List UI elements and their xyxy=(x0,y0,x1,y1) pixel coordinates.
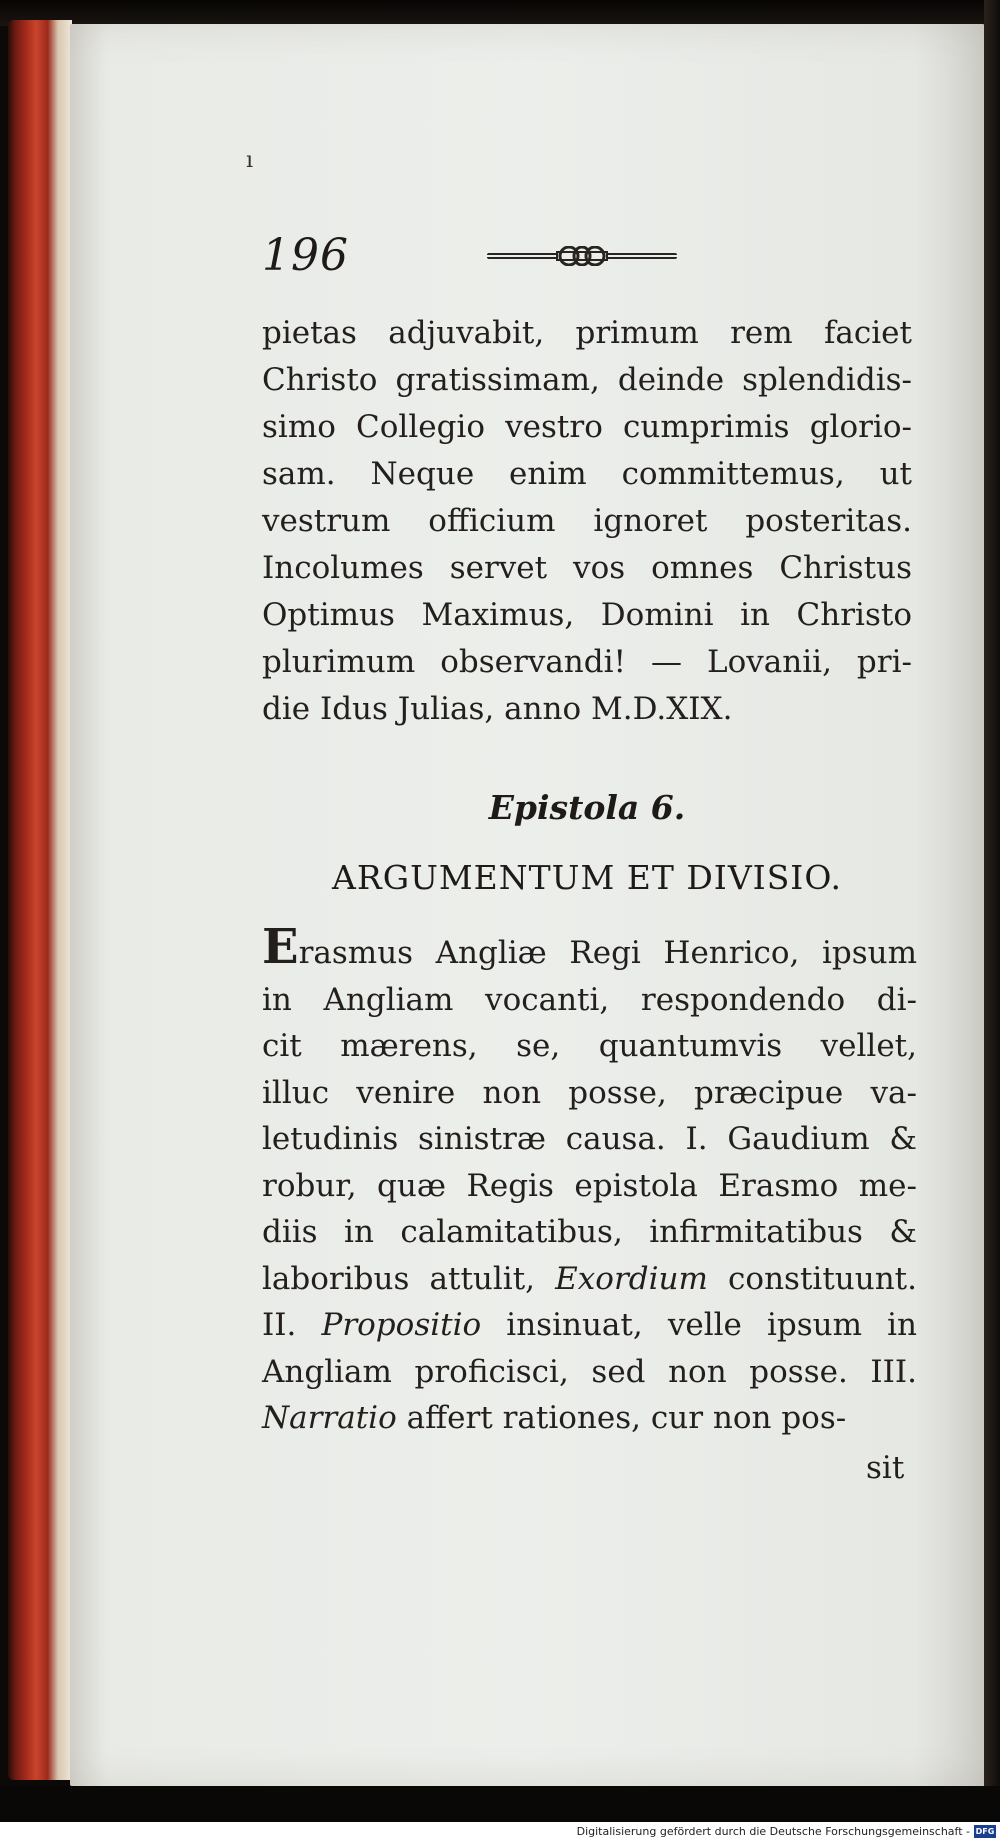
footer-bar xyxy=(0,1822,1000,1842)
page-number: 196 xyxy=(262,230,349,281)
italic-term: Exordium xyxy=(555,1260,708,1297)
italic-term: Propositio xyxy=(321,1307,482,1343)
argument-line xyxy=(262,1209,917,1256)
argument-line xyxy=(262,1395,917,1442)
epistola-title: Epistola 6. xyxy=(488,788,686,827)
text-line: Optimus Maximus, Domini in Christo xyxy=(262,597,912,633)
text-run: letudinis sinistræ causa. I. Gaudium & xyxy=(262,1121,917,1157)
footer-credit: Digitalisierung gefördert durch die Deutsche Forschungsgemeinschaft - xyxy=(576,1825,970,1838)
text-run: affert rationes, cur non pos- xyxy=(396,1400,847,1436)
argument-line xyxy=(262,1070,917,1117)
argument-line xyxy=(262,1163,917,1210)
text-run: Angliam proficisci, sed non posse. III. xyxy=(262,1353,917,1390)
continued-paragraph xyxy=(262,310,912,733)
argument-line xyxy=(262,1256,917,1303)
book-spine-red-edge xyxy=(8,20,72,1780)
argument-line xyxy=(262,977,917,1024)
text-run: in Angliam vocanti, respondendo di- xyxy=(262,981,917,1018)
text-line: simo Collegio vestro cumprimis glorio- xyxy=(262,409,912,445)
text-run: insinuat, velle ipsum in xyxy=(481,1307,917,1343)
page-header xyxy=(262,230,922,290)
header-ornament-icon xyxy=(487,246,677,266)
argument-paragraph xyxy=(262,919,917,1442)
drop-cap: E xyxy=(262,919,299,975)
text-run: II. xyxy=(262,1307,322,1343)
argument-line xyxy=(262,1116,917,1163)
text-line: sam. Neque enim committemus, ut xyxy=(262,456,912,492)
text-run: rasmus Angliæ Regi Henrico, ipsum xyxy=(298,935,917,971)
text-run: cit mærens, se, quantumvis vellet, xyxy=(262,1028,917,1064)
text-line: plurimum observandi! — Lovanii, pri- xyxy=(262,644,912,680)
scan-bottom-border xyxy=(0,1786,1000,1822)
scan-right-border xyxy=(984,0,1000,1842)
text-line: Christo gratissimam, deinde splendidis- xyxy=(262,362,912,398)
text-line: die Idus Julias, anno M.D.XIX. xyxy=(262,691,733,727)
argument-line xyxy=(262,1349,917,1396)
argument-line xyxy=(262,1302,917,1349)
text-line: Incolumes servet vos omnes Christus xyxy=(262,550,912,586)
catchword: sit xyxy=(866,1450,905,1486)
ink-speck: ı xyxy=(246,148,254,173)
scan-top-border xyxy=(0,0,1000,26)
text-run: laboribus attulit, xyxy=(262,1260,556,1297)
text-run: robur, quæ Regis epistola Erasmo me- xyxy=(262,1167,917,1204)
text-line: vestrum officium ignoret posteritas. xyxy=(262,503,912,539)
text-run: constituunt. xyxy=(707,1260,917,1297)
dfg-logo: DFG xyxy=(975,1827,995,1836)
section-heading: ARGUMENTUM ET DIVISIO. xyxy=(332,858,842,897)
text-run: illuc venire non posse, præcipue va- xyxy=(262,1074,917,1111)
text-run: diis in calamitatibus, infirmitatibus & xyxy=(262,1214,917,1250)
argument-line xyxy=(262,919,917,977)
italic-term: Narratio xyxy=(262,1400,397,1436)
argument-line xyxy=(262,1023,917,1070)
text-line: pietas adjuvabit, primum rem faciet xyxy=(262,315,912,351)
